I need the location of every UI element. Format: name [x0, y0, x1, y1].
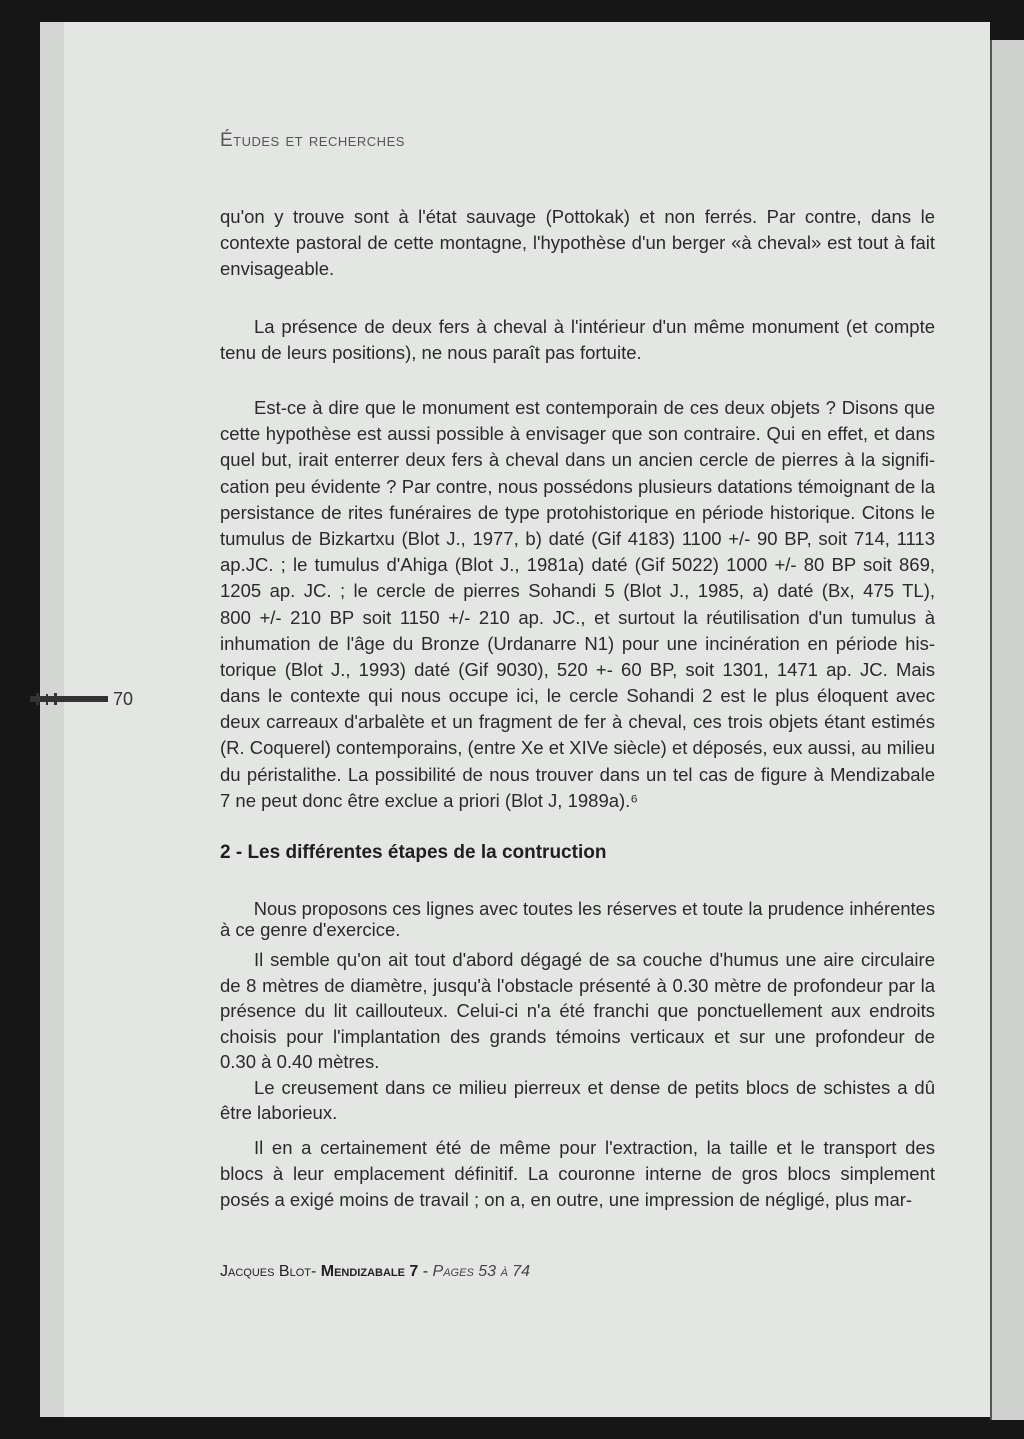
- paragraph: [220, 395, 935, 814]
- text-line: qu'on y trouve sont à l'état sauvage (Pottokak) et non ferrés. Par contre, dans le: [220, 206, 935, 227]
- text-line: Le creusement dans ce milieu pierreux et dense de petits blocs de schistes a dû: [254, 1077, 935, 1098]
- paragraph: [220, 1135, 935, 1213]
- text-line: contexte pastoral de cette montagne, l'hypothèse d'un berger «à cheval» est tout à fait: [220, 232, 935, 253]
- text-line: du péristalithe. La possibilité de nous trouver dans un tel cas de figure à Mendizabale: [220, 763, 935, 785]
- paragraph: [220, 204, 935, 282]
- text-line: La présence de deux fers à cheval à l'intérieur d'un même monument (et compte: [254, 316, 935, 337]
- text-line: inhumation de l'âge du Bronze (Urdanarre N1) pour une incinération en période his-: [220, 632, 935, 654]
- text-line: Il en a certainement été de même pour l'extraction, la taille et le transport des: [254, 1137, 935, 1158]
- text-line: 7 ne peut donc être exclue a priori (Blot J, 1989a).⁶: [220, 789, 638, 811]
- text-line: posés a exigé moins de travail ; on a, en outre, une impression de négligé, plus mar-: [220, 1189, 913, 1210]
- text-line: deux carreaux d'arbalète et un fragment de fer à cheval, ces trois objets étant estimés: [220, 711, 935, 733]
- text-line: Est-ce à dire que le monument est contemporain de ces deux objets ? Disons que: [254, 397, 935, 418]
- text-line: choisis pour l'implantation des grands témoins verticaux et sur une profondeur de: [220, 1025, 935, 1047]
- footer-pages: Pages 53 à 74: [432, 1263, 531, 1280]
- text-line: envisageable.: [220, 258, 335, 279]
- text-line: persistance de rites funéraires de type protohistorique en période historique. Citons le: [220, 501, 935, 523]
- text-line: tenu de leurs positions), ne nous paraît pas fortuite.: [220, 342, 642, 363]
- text-line: (R. Coquerel) contemporains, (entre Xe et XIVe siècle) et déposés, eux aussi, au milieu: [220, 737, 935, 759]
- facing-page-edge: [990, 40, 1024, 1420]
- paragraph: [220, 898, 935, 940]
- section-heading: 2 - Les différentes étapes de la contruction: [220, 842, 607, 863]
- footer: [220, 1263, 530, 1281]
- text-line: 0.30 à 0.40 mètres.: [220, 1051, 380, 1072]
- text-line: Nous proposons ces lignes avec toutes les réserves et toute la prudence inhérentes: [253, 898, 936, 919]
- paragraph: [220, 314, 935, 366]
- text-line: présence du lit caillouteux. Celui-ci n'a été franchi que ponctuellement aux endroits: [220, 1000, 935, 1021]
- text-line: Il semble qu'on ait tout d'abord dégagé de sa couche d'humus une aire circulaire: [254, 949, 935, 970]
- text-line: 800 +/- 210 BP soit 1150 +/- 210 ap. JC., et surtout la réutilisation d'un tumulus à: [220, 606, 935, 628]
- text-line: dans le contexte qui nous occupe ici, le cercle Sohandi 2 est le plus éloquent avec: [220, 685, 935, 707]
- text-line: quel but, irait enterrer deux fers à cheval dans un ancien cercle de pierres à la signifi-: [220, 449, 935, 471]
- page-number: 70: [113, 689, 134, 709]
- text-line: 1205 ap. JC. ; le cercle de pierres Sohandi 5 (Blot J., 1985, a) daté (Bx, 475 TL),: [220, 580, 935, 602]
- text-line: blocs à leur emplacement définitif. La couronne interne de gros blocs simplement: [220, 1163, 935, 1184]
- text-line: tumulus de Bizkartxu (Blot J., 1977, b) daté (Gif 4183) 1100 +/- 90 BP, soit 714, 1113: [220, 527, 935, 549]
- text-line: être laborieux.: [220, 1102, 338, 1123]
- footer-separator: -: [422, 1263, 429, 1280]
- page-tab-marks: [30, 693, 108, 705]
- text-line: à ce genre d'exercice.: [220, 919, 401, 940]
- footer-title: Mendizabale 7: [320, 1263, 419, 1280]
- footer-author: Jacques Blot-: [220, 1263, 317, 1280]
- text-line: cation peu évidente ? Par contre, nous possédons plusieurs datations témoignant de la: [220, 475, 935, 497]
- running-header: Études et recherches: [220, 130, 405, 151]
- text-line: cette hypothèse est aussi possible à envisager que son contraire. Qui en effet, et dans: [220, 423, 935, 445]
- paragraph: [220, 947, 935, 1075]
- text-line: de 8 mètres de diamètre, jusqu'à l'obstacle présenté à 0.30 mètre de profondeur par la: [220, 974, 935, 996]
- paragraph: [220, 1075, 935, 1125]
- text-line: torique (Blot J., 1993) daté (Gif 9030), 520 +- 60 BP, soit 1301, 1471 ap. JC. Mais: [220, 658, 935, 680]
- text-line: ap.JC. ; le tumulus d'Ahiga (Blot J., 1981a) daté (Gif 5022) 1000 +/- 80 BP soit 869,: [220, 554, 935, 576]
